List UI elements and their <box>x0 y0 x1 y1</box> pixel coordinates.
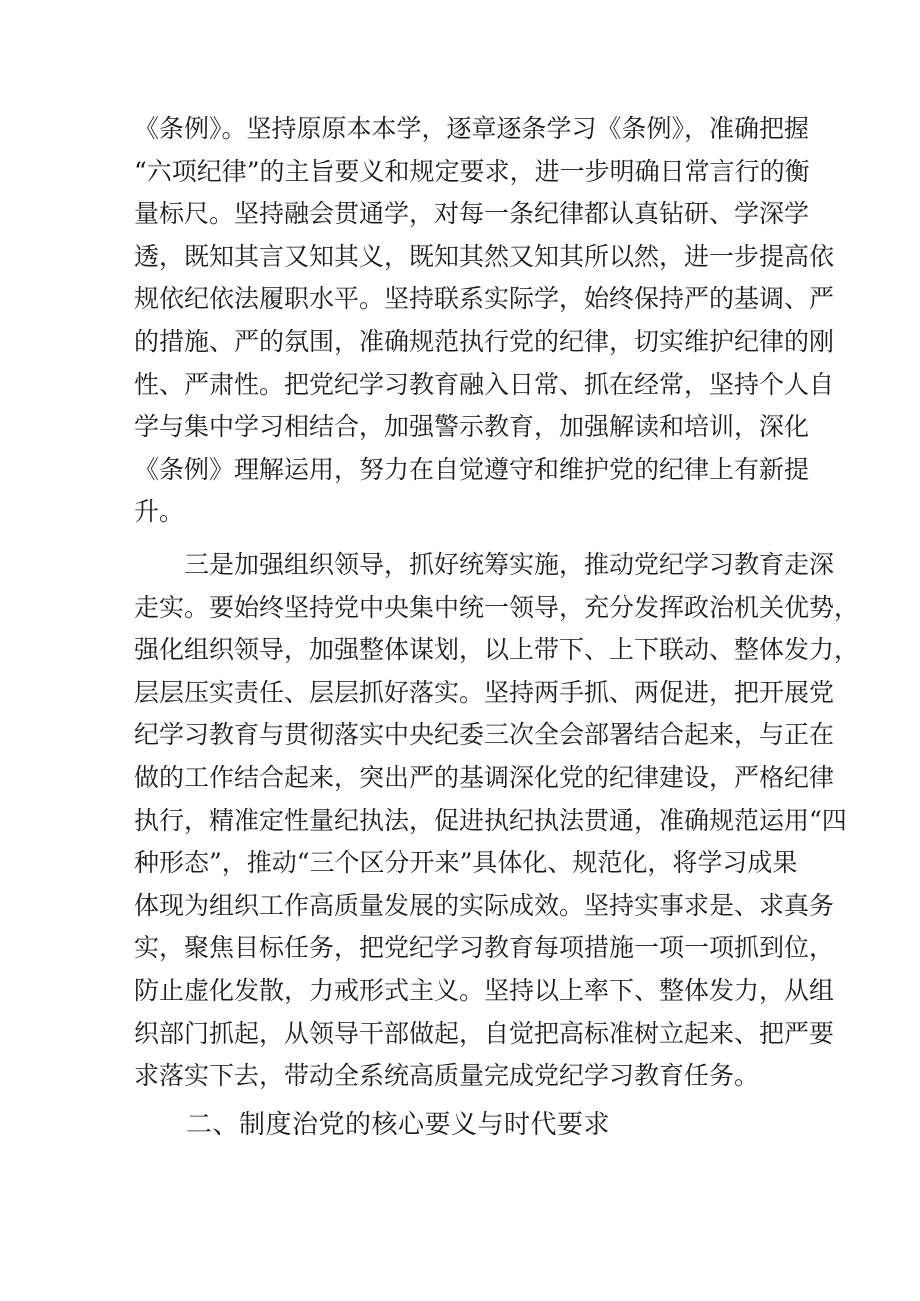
paragraph-line: 学与集中学习相结合，加强警示教育，加强解读和培训，深化 <box>134 412 810 442</box>
paragraph-1 <box>134 108 835 534</box>
paragraph-line: 《条例》。坚持原原本本学，逐章逐条学习《条例》，准确把握 <box>134 114 810 143</box>
paragraph-line: 的措施、严的氛围，准确规范执行党的纪律，切实维护纪律的刚 <box>134 326 835 356</box>
paragraph-line: 层层压实责任、层层抓好落实。坚持两手抓、两促进，把开展党 <box>134 677 835 707</box>
paragraph-line: 《条例》理解运用，努力在自觉遵守和维护党的纪律上有新提 <box>134 454 810 484</box>
paragraph-line: 走实。要始终坚持党中央集中统一领导，充分发挥政治机关优势， <box>134 592 860 622</box>
paragraph-2 <box>134 544 860 1098</box>
paragraph-line: 体现为组织工作高质量发展的实际成效。坚持实事求是、求真务 <box>134 890 835 920</box>
paragraph-line: 透，既知其言又知其义，既知其然又知其所以然，进一步提高依 <box>134 241 835 271</box>
paragraph-line: 实，聚焦目标任务，把党纪学习教育每项措施一项一项抓到位， <box>134 933 835 963</box>
paragraph-line: 规依纪依法履职水平。坚持联系实际学，始终保持严的基调、严 <box>134 284 835 314</box>
paragraph-line: 强化组织领导，加强整体谋划，以上带下、上下联动、整体发力， <box>134 635 860 665</box>
paragraph-line: 执行，精准定性量纪执法，促进执纪执法贯通，准确规范运用“四 <box>134 805 847 835</box>
paragraph-line: 防止虚化发散，力戒形式主义。坚持以上率下、整体发力，从组 <box>134 975 835 1005</box>
paragraph-line: 三是加强组织领导，抓好统筹实施，推动党纪学习教育走深 <box>184 550 835 579</box>
paragraph-line: 织部门抓起，从领导干部做起，自觉把高标准树立起来、把严要 <box>134 1018 835 1048</box>
paragraph-line: 种形态”，推动“三个区分开来”具体化、规范化，将学习成果 <box>134 848 798 878</box>
paragraph-line: 性、严肃性。把党纪学习教育融入日常、抓在经常，坚持个人自 <box>134 369 835 399</box>
paragraph-line: 做的工作结合起来，突出严的基调深化党的纪律建设，严格纪律 <box>134 762 835 792</box>
paragraph-line: “六项纪律”的主旨要义和规定要求，进一步明确日常言行的衡 <box>134 156 810 186</box>
paragraph-line: 量标尺。坚持融会贯通学，对每一条纪律都认真钻研、学深学 <box>134 199 810 229</box>
paragraph-line: 纪学习教育与贯彻落实中央纪委三次全会部署结合起来，与正在 <box>134 720 835 750</box>
paragraph-line: 求落实下去，带动全系统高质量完成党纪学习教育任务。 <box>134 1061 760 1091</box>
paragraph-line: 升。 <box>134 497 185 527</box>
section-heading: 二、制度治党的核心要义与时代要求 <box>186 1110 611 1140</box>
